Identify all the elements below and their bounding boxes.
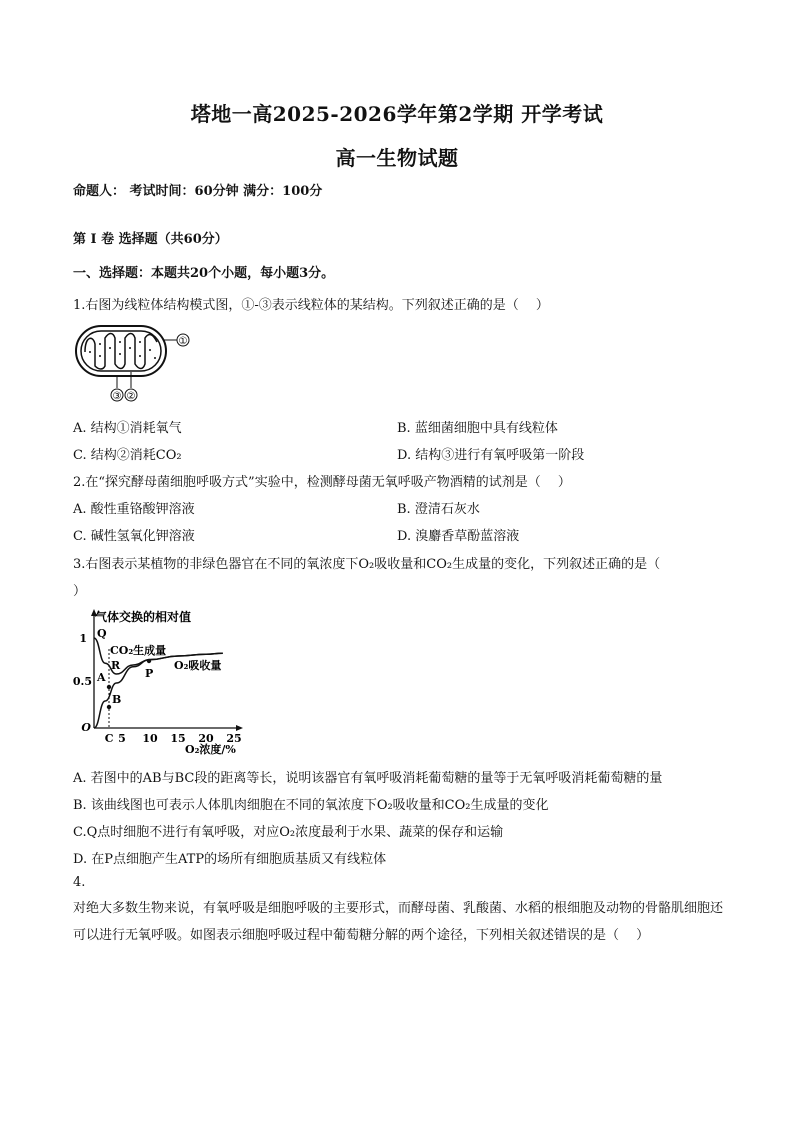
q1-option-b[interactable]: B. 蓝细菌细胞中具有线粒体 bbox=[397, 421, 558, 436]
point-label-b: B bbox=[112, 693, 122, 706]
exam-info: 命题人： 考试时间：60分钟 满分：100分 bbox=[73, 184, 323, 199]
y-tick-1: 1 bbox=[79, 632, 87, 645]
x-tick-label: 20 bbox=[198, 732, 214, 745]
exam-subtitle: 高一生物试题 bbox=[335, 146, 459, 170]
section-heading: 一、选择题：本题共20个小题，每小题3分。 bbox=[73, 266, 335, 281]
curve-label-co2: CO₂生成量 bbox=[110, 644, 167, 657]
label-3: ③ bbox=[112, 391, 122, 402]
x-tick-label: 10 bbox=[142, 732, 158, 745]
x-tick-label: 5 bbox=[118, 732, 126, 745]
point-label-a: A bbox=[97, 671, 106, 684]
curve-label-o2: O₂吸收量 bbox=[174, 659, 222, 672]
x-axis-label: O₂浓度/% bbox=[185, 743, 236, 756]
q1-option-d[interactable]: D. 结构③进行有氧呼吸第一阶段 bbox=[397, 448, 585, 463]
q3-option-d[interactable]: D. 在P点细胞产生ATP的场所有细胞质基质又有线粒体 bbox=[73, 852, 387, 867]
q2-option-d[interactable]: D. 溴麝香草酚蓝溶液 bbox=[397, 529, 520, 544]
chart-title: 气体交换的相对值 bbox=[95, 610, 192, 624]
x-tick-label: 25 bbox=[226, 732, 242, 745]
q2-option-b[interactable]: B. 澄清石灰水 bbox=[397, 502, 480, 517]
exam-title: 塔地一高2025-2026学年第2学期 开学考试 bbox=[190, 102, 604, 126]
q1-stem: 1.右图为线粒体结构模式图，①-③表示线粒体的某结构。下列叙述正确的是（ ） bbox=[73, 298, 549, 313]
q1-option-c[interactable]: C. 结构②消耗CO₂ bbox=[73, 448, 182, 463]
label-2: ② bbox=[126, 391, 136, 402]
gas-exchange-chart bbox=[73, 603, 263, 761]
q2-stem: 2.在“探究酵母菌细胞呼吸方式”实验中，检测酵母菌无氧呼吸产物酒精的试剂是（ ） bbox=[73, 475, 571, 490]
point-a bbox=[107, 685, 111, 689]
q2-option-c[interactable]: C. 碱性氢氧化钾溶液 bbox=[73, 529, 195, 544]
q3-stem-line2: ） bbox=[73, 584, 87, 599]
mitochondrion-diagram bbox=[73, 322, 198, 408]
point-b bbox=[107, 705, 111, 709]
x-tick-label: 15 bbox=[170, 732, 186, 745]
point-p bbox=[147, 659, 151, 663]
q2-option-a[interactable]: A. 酸性重铬酸钾溶液 bbox=[73, 502, 195, 517]
q1-option-a[interactable]: A. 结构①消耗氧气 bbox=[73, 421, 182, 436]
q3-option-b[interactable]: B. 该曲线图也可表示人体肌肉细胞在不同的氧浓度下O₂吸收量和CO₂生成量的变化 bbox=[73, 798, 549, 813]
q4-stem: 对绝大多数生物来说，有氧呼吸是细胞呼吸的主要形式，而酵母菌、乳酸菌、水稻的根细胞及动物的骨骼肌细胞还可以进行无氧呼吸。如图表示细胞呼吸过程中葡萄糖分解的两个途径，下列相关叙述错误的是（ ） bbox=[73, 901, 724, 943]
q4-number: 4. bbox=[73, 875, 86, 890]
q3-option-c[interactable]: C.Q点时细胞不进行有氧呼吸，对应O₂浓度最利于水果、蔬菜的保存和运输 bbox=[73, 825, 504, 840]
point-label-p: P bbox=[145, 667, 154, 680]
point-label-q: Q bbox=[97, 627, 107, 640]
y-tick-0.5: 0.5 bbox=[73, 675, 92, 688]
q3-stem-line1: 3.右图表示某植物的非绿色器官在不同的氧浓度下O₂吸收量和CO₂生成量的变化，下列叙述正确的是（ bbox=[73, 557, 661, 572]
point-label-r: R bbox=[111, 659, 121, 672]
q3-option-a[interactable]: A. 若图中的AB与BC段的距离等长，说明该器官有氧呼吸消耗葡萄糖的量等于无氧呼吸消耗葡萄糖的量 bbox=[73, 771, 663, 786]
x-tick-label: C bbox=[104, 732, 114, 745]
label-1: ① bbox=[178, 336, 188, 347]
section-part: 第 Ⅰ 卷 选择题（共60分） bbox=[73, 232, 228, 247]
origin-label: O bbox=[81, 721, 91, 734]
